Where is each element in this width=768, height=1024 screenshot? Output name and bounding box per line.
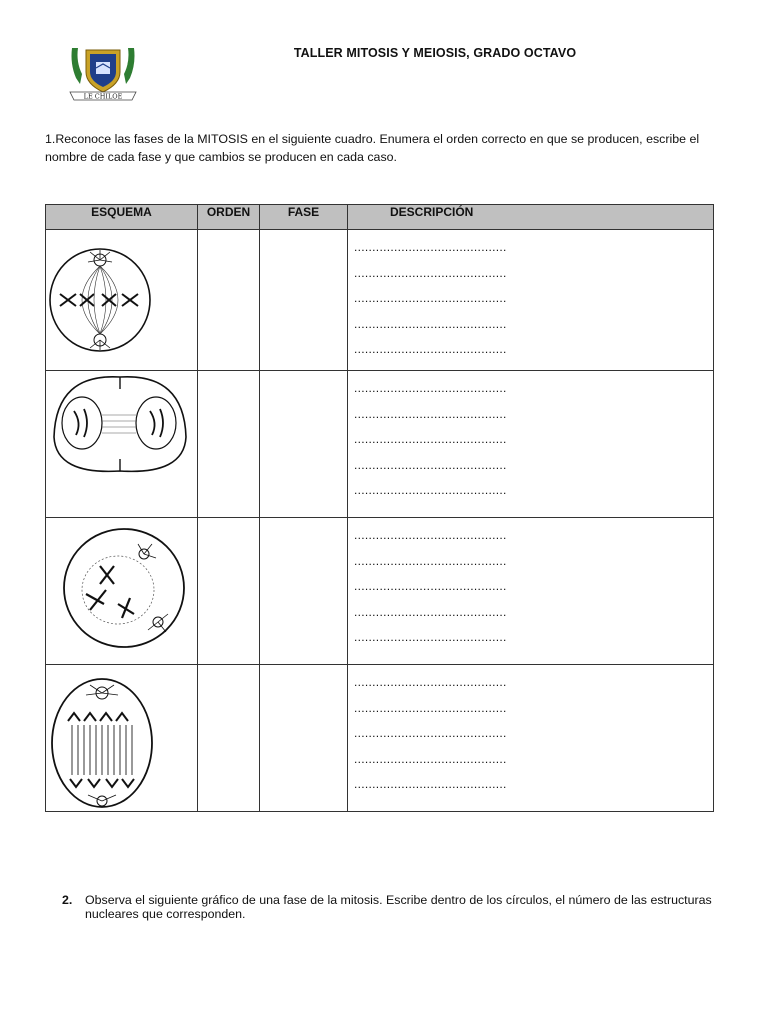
scheme-cell [46,518,198,665]
phase-cell[interactable] [260,665,348,812]
order-cell[interactable] [198,230,260,371]
table-row [46,665,714,812]
anaphase-cell-icon [46,665,198,811]
description-lines: .......................................... .......................................... .......................................... .......................................... .......................................... [354,528,507,645]
question-1-instructions: 1.Reconoce las fases de la MITOSIS en el siguiente cuadro. Enumera el orden correcto en que se producen, escribe el nombre de cada fase y que cambios se producen en cada caso. [45,132,700,164]
header-fase: FASE [260,205,348,230]
question-2-number: 2. [62,893,73,907]
phase-cell[interactable] [260,230,348,371]
description-cell[interactable] [348,665,714,812]
description-cell[interactable] [348,518,714,665]
header-esquema: ESQUEMA [46,205,198,230]
table-row [46,230,714,371]
metaphase-cell-icon [46,230,198,370]
page-title: TALLER MITOSIS Y MEIOSIS, GRADO OCTAVO [293,46,577,60]
description-cell[interactable] [348,230,714,371]
scheme-cell [46,665,198,812]
order-cell[interactable] [198,371,260,518]
description-lines: .......................................... .......................................... .......................................... .......................................... .......................................... [354,240,507,357]
table-row [46,518,714,665]
question-2-instructions [62,893,712,921]
header-descripcion: DESCRIPCIÓN [348,205,714,230]
mitosis-phases-table [45,204,714,812]
table-header-row [46,205,714,230]
scheme-cell [46,230,198,371]
order-cell[interactable] [198,665,260,812]
phase-cell[interactable] [260,518,348,665]
logo-banner-text: LE CHILOE [83,92,123,101]
description-lines: .......................................... .......................................... .......................................... .......................................... .......................................... [354,675,507,792]
table-row [46,371,714,518]
order-cell[interactable] [198,518,260,665]
prophase-cell-icon [46,518,198,664]
telophase-cell-icon [46,371,198,517]
scheme-cell [46,371,198,518]
question-2-text: Observa el siguiente gráfico de una fase de la mitosis. Escribe dentro de los círculos, el número de las estructuras nucleares que corresponden. [85,893,712,921]
description-lines: .......................................... .......................................... .......................................... .......................................... .......................................... [354,381,507,498]
header-orden: ORDEN [198,205,260,230]
phase-cell[interactable] [260,371,348,518]
description-cell[interactable] [348,371,714,518]
school-crest-logo [66,44,140,104]
